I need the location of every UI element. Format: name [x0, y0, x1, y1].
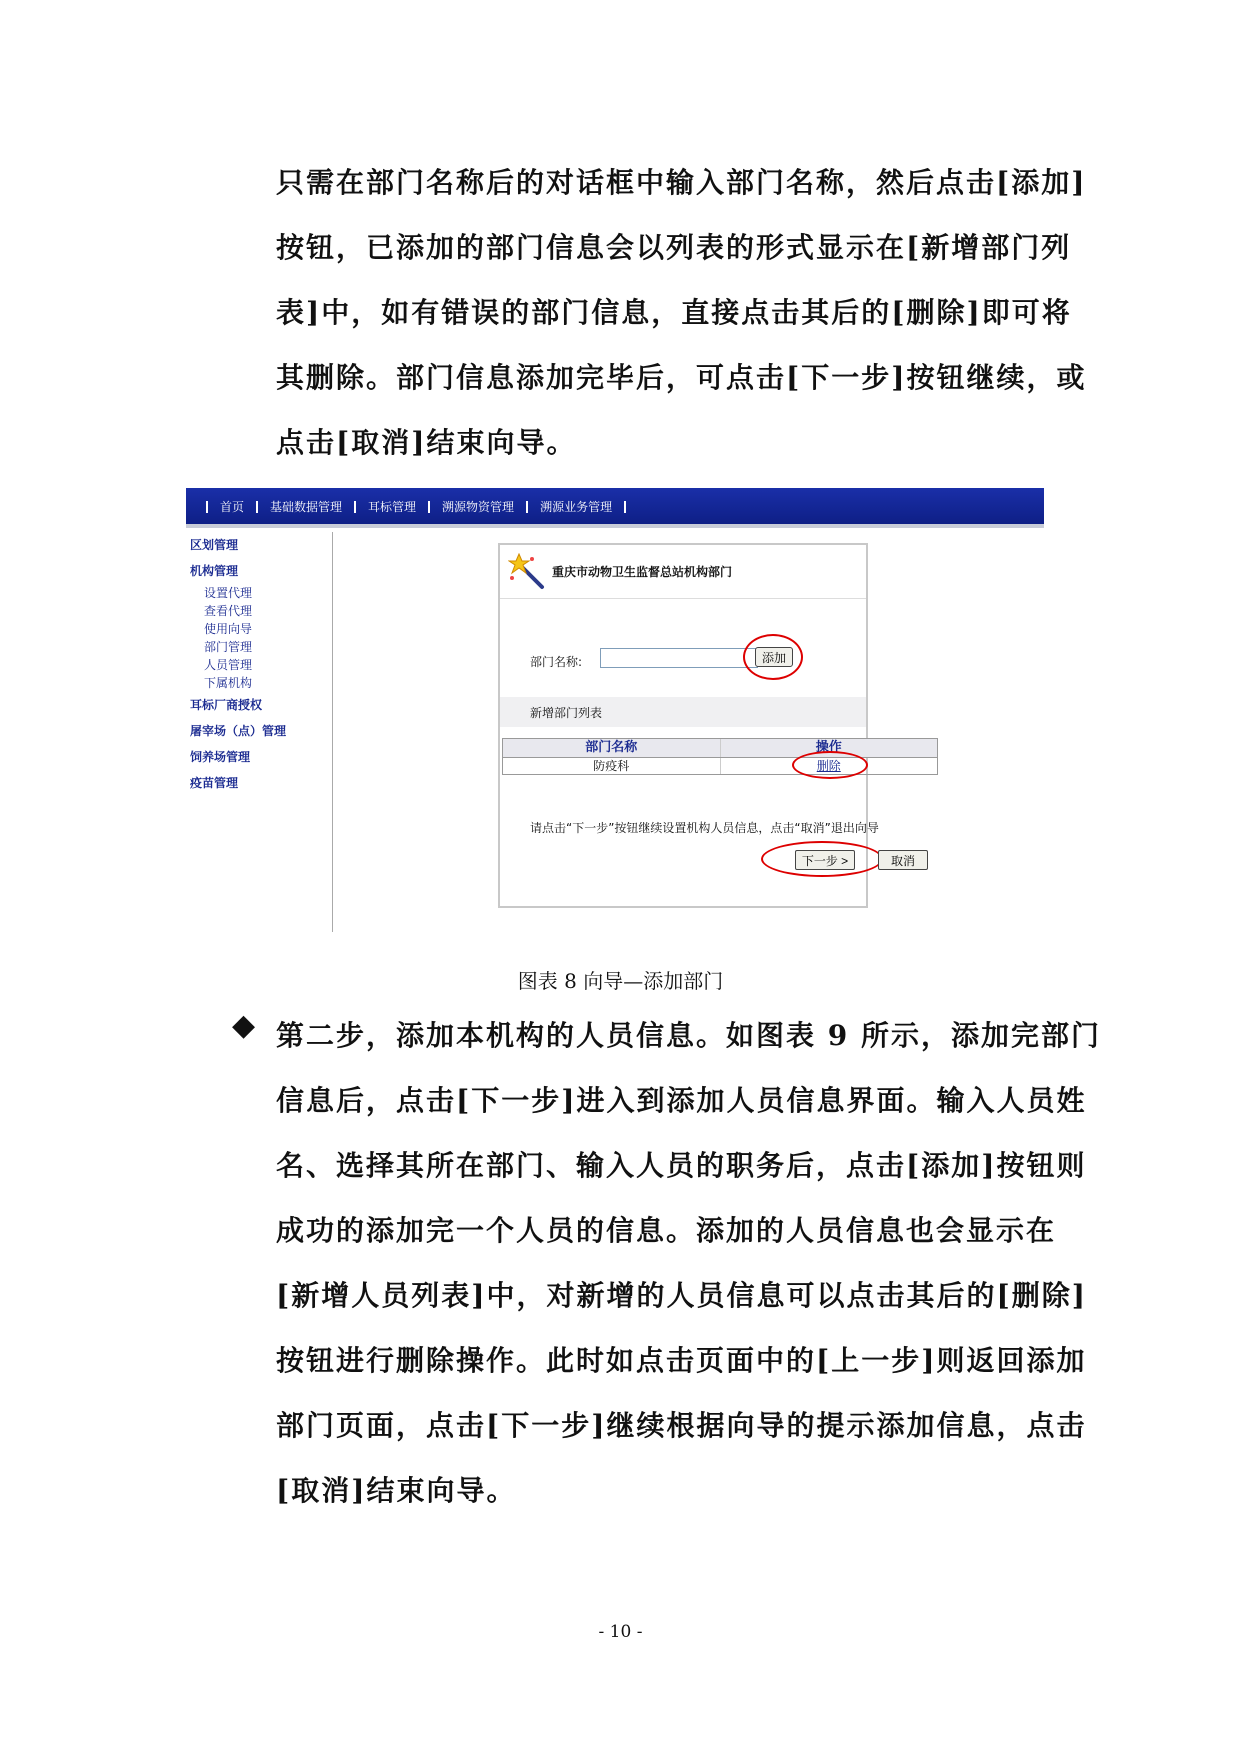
text-line: 成功的添加完一个人员的信息。添加的人员信息也会显示在 — [276, 1214, 1057, 1247]
nav-separator — [354, 501, 356, 513]
text-line: 其删除。部门信息添加完毕后，可点击[下一步]按钮继续，或 — [276, 361, 1087, 394]
sidebar-subitem-subordinate[interactable]: 下属机构 — [204, 676, 253, 690]
sidebar-subitem-view-agent[interactable]: 查看代理 — [204, 604, 253, 618]
text-line: 只需在部门名称后的对话框中输入部门名称，然后点击[添加] — [276, 166, 1087, 199]
text-line: 按钮进行删除操作。此时如点击页面中的[上一步]则返回添加 — [276, 1344, 1087, 1377]
sidebar-subitem-personnel[interactable]: 人员管理 — [204, 658, 253, 672]
nav-underline — [186, 524, 1044, 528]
page-number: - 10 - — [598, 1622, 643, 1642]
wizard-title: 重庆市动物卫生监督总站机构部门 — [552, 565, 733, 579]
step-two-paragraph — [276, 1003, 1101, 1523]
text-line: 信息后，点击[下一步]进入到添加人员信息界面。输入人员姓 — [276, 1084, 1087, 1117]
magic-wand-icon — [508, 553, 546, 591]
new-department-list-title: 新增部门列表 — [530, 706, 603, 720]
nav-item-basic-data[interactable]: 基础数据管理 — [270, 500, 343, 514]
sidebar — [186, 532, 333, 932]
column-header-action: 操作 — [720, 739, 938, 757]
table-row — [503, 758, 937, 774]
nav-separator — [624, 501, 626, 513]
sidebar-subitem-set-agent[interactable]: 设置代理 — [204, 586, 253, 600]
text-line: [取消]结束向导。 — [276, 1474, 517, 1507]
sidebar-subitem-department[interactable]: 部门管理 — [204, 640, 253, 654]
nav-separator — [526, 501, 528, 513]
text-line: 名、选择其所在部门、输入人员的职务后，点击[添加]按钮则 — [276, 1149, 1087, 1182]
intro-paragraph — [276, 150, 1087, 475]
text-line: 部门页面，点击[下一步]继续根据向导的提示添加信息，点击 — [276, 1409, 1087, 1442]
cancel-button[interactable]: 取消 — [878, 850, 928, 870]
sidebar-item-slaughterhouse[interactable]: 屠宰场（点）管理 — [190, 724, 287, 738]
department-table — [502, 738, 938, 775]
dept-name-cell: 防疫科 — [593, 759, 630, 773]
table-header-row — [503, 739, 937, 758]
nav-separator — [206, 501, 208, 513]
nav-item-trace-supplies[interactable]: 溯源物资管理 — [442, 500, 515, 514]
sidebar-item-org[interactable]: 机构管理 — [190, 564, 239, 578]
new-department-list-header — [500, 697, 866, 727]
nav-list — [194, 498, 638, 515]
wizard-dialog — [498, 543, 915, 908]
top-navigation-bar — [186, 488, 1044, 524]
nav-item-trace-business[interactable]: 溯源业务管理 — [540, 500, 613, 514]
nav-separator — [428, 501, 430, 513]
wizard-header — [500, 545, 866, 599]
column-header-dept-name: 部门名称 — [585, 740, 638, 755]
nav-separator — [256, 501, 258, 513]
nav-item-ear-tag[interactable]: 耳标管理 — [368, 500, 417, 514]
highlight-circle — [743, 634, 803, 680]
department-name-label: 部门名称: — [530, 655, 583, 669]
sidebar-item-vaccine[interactable]: 疫苗管理 — [190, 776, 239, 790]
department-name-input[interactable] — [600, 648, 758, 668]
sidebar-item-ear-tag-auth[interactable]: 耳标厂商授权 — [190, 698, 263, 712]
sidebar-item-region[interactable]: 区划管理 — [190, 538, 239, 552]
text-line: [新增人员列表]中，对新增的人员信息可以点击其后的[删除] — [276, 1279, 1087, 1312]
next-step-button[interactable]: 下一步 > — [795, 850, 855, 870]
text-line: 按钮，已添加的部门信息会以列表的形式显示在[新增部门列 — [276, 231, 1072, 264]
nav-item-home[interactable]: 首页 — [220, 500, 245, 514]
text-line: 表]中，如有错误的部门信息，直接点击其后的[删除]即可将 — [276, 296, 1072, 329]
delete-link[interactable]: 删除 — [816, 759, 841, 773]
text-line: 点击[取消]结束向导。 — [276, 426, 577, 459]
highlight-circle — [792, 751, 868, 779]
sidebar-subitem-wizard[interactable]: 使用向导 — [204, 622, 253, 636]
highlight-circle — [761, 841, 883, 877]
figure-caption: 图表 8 向导—添加部门 — [517, 969, 724, 993]
add-button[interactable]: 添加 — [755, 647, 793, 667]
diamond-bullet-icon: ◆ — [232, 1008, 256, 1043]
embedded-screenshot — [186, 488, 1044, 942]
sidebar-item-farm[interactable]: 饲养场管理 — [190, 750, 251, 764]
text-line: 第二步，添加本机构的人员信息。如图表 9 所示，添加完部门 — [276, 1019, 1101, 1052]
wizard-hint-text: 请点击“下一步”按钮继续设置机构人员信息，点击“取消”退出向导 — [530, 821, 879, 835]
